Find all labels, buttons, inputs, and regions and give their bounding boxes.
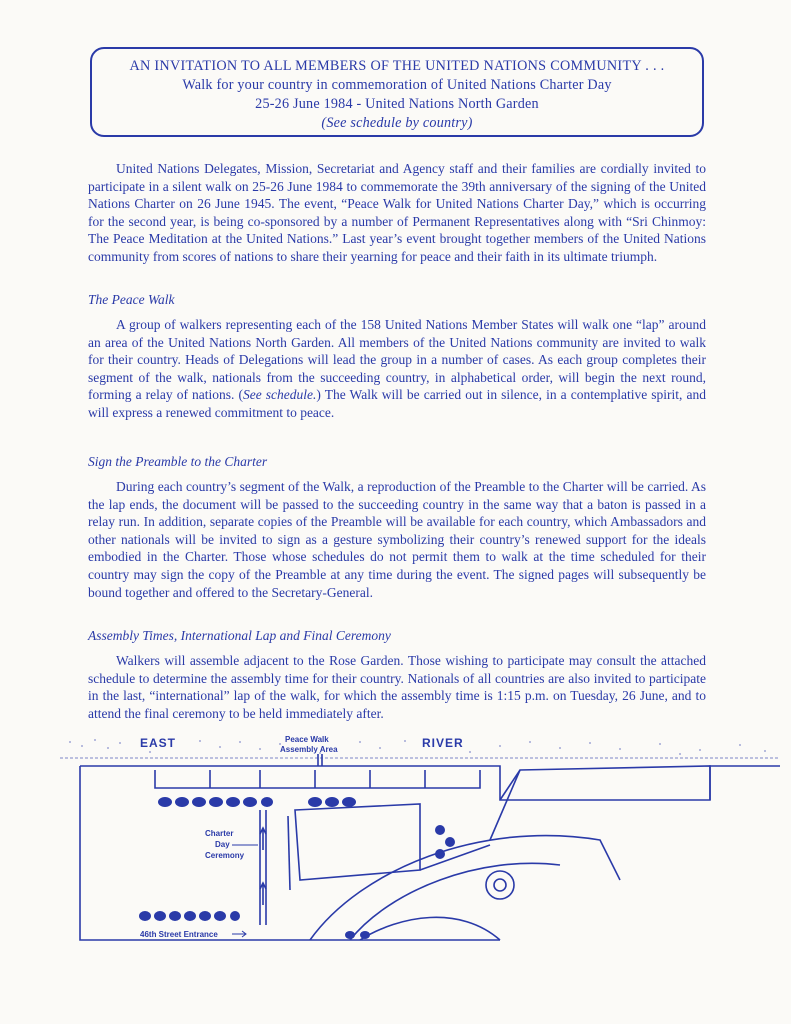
lawn-edge [288,816,290,890]
river-label: RIVER [422,736,464,750]
assembly-paragraph: Walkers will assemble adjacent to the Rose Garden. Those wishing to participate may consult the attached schedule to determine the assembly time for their country. Nationals of all countries are also invited to participate in the last, “international” lap of the walk, for which the assembly time is 1:15 p.m. on Tuesday, 26 June, and to attend the final ceremony to be held immediately after. [88,653,706,721]
entrance-label: 46th Street Entrance [140,930,218,939]
peace-walk-heading: The Peace Walk [88,292,175,307]
north-garden-map [60,730,780,960]
ramp [500,766,710,800]
fountain-outer [486,871,514,899]
route-arrow-up [260,828,266,850]
esplanade [155,770,480,788]
intro-section [88,160,706,266]
assembly-pointer [318,754,322,766]
assembly-section [88,652,706,722]
entrance-arrow-icon [232,931,246,937]
peace-walk-text-schedule: See schedule. [242,387,317,403]
invitation-subtitle: Walk for your country in commemoration of United Nations Charter Day [182,77,612,93]
garden-plan [80,754,780,940]
assembly-area-label-1: Peace Walk [285,735,329,744]
event-date-location: 25-26 June 1984 - United Nations North Garden [255,96,539,112]
assembly-heading: Assembly Times, International Lap and Final Ceremony [88,628,391,643]
route-arrow-up-2 [260,883,266,905]
preamble-section [88,478,706,601]
intro-paragraph: United Nations Delegates, Mission, Secretariat and Agency staff and their families are cordially invited to participate in a silent walk on 25-26 June 1984 to commemorate the 39th anniversary of the signing of the United Nations Charter on 26 June 1945. The event, “Peace Walk for United Nations Charter Day,” which is occurring for the second year, is being co-sponsored by a number of Permanent Representatives along with “Sri Chinmoy: The Peace Meditation at the United Nations.” Last year’s event brought together members of the United Nations community from scores of nations to share their yearning for peace and their faith in its ultimate triumph. [88,161,706,264]
connector [420,845,490,870]
schedule-note: (See schedule by country) [321,115,473,131]
charter-label-2: Day [215,840,230,849]
invitation-title: AN INVITATION TO ALL MEMBERS OF THE UNITED NATIONS COMMUNITY . . . [129,58,665,74]
arc-lower [360,917,500,940]
fountain-inner [494,879,506,891]
tree-row-top [158,797,356,807]
ramp-edge [490,770,520,840]
preamble-heading: Sign the Preamble to the Charter [88,454,268,469]
peace-walk-section [88,316,706,422]
peace-walk-text-a: A group of walkers representing each of the 158 United Nations Member States will walk one “lap” around an area of the United Nations North Garden. All members of the United Nations community are invited to walk for their country. Heads of Delegations will lead the group in a number of cases. As each group completes their segment of the walk, nationals from the succeeding country, in alphabetical order, will begin the next round, forming a relay of nations. ( [88,317,706,403]
east-label: EAST [140,736,177,750]
preamble-paragraph: During each country’s segment of the Walk, a reproduction of the Preamble to the Charter will be carried. As the lap ends, the document will be passed to the succeeding country in the same way that a baton is passed in a relay run. In addition, separate copies of the Preamble will be available for each country, which Ambassadors and other nationals will be invited to sign as a gesture symbolizing their country’s renewed support for the ideals embodied in the Charter. Those whose schedules do not permit them to walk at the time scheduled for their country may sign the copy of the Preamble at any time during the event. The signed pages will subsequently be bound together and offered to the Secretary-General. [88,479,706,600]
peace-walk-paragraph [88,316,706,422]
charter-label-3: Ceremony [205,851,245,860]
assembly-area-label-2: Assembly Area [280,745,338,754]
peace-walk-text-b: ) The Walk will be carried out in silence, in a contemplative spirit, and will express a renewed commitment to peace. [88,387,706,420]
arc-path-outer [310,836,620,940]
invitation-header-box [90,47,704,137]
river-wall [80,766,780,800]
tree-row-bottom [139,911,240,921]
charter-label-1: Charter [205,829,234,838]
